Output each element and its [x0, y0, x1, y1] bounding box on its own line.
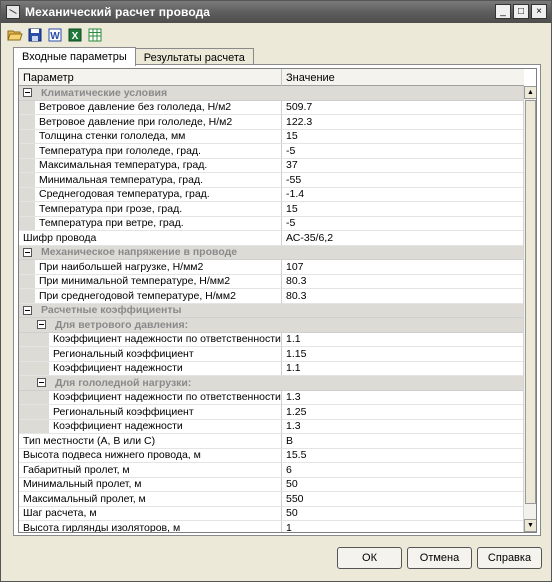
property-row[interactable]	[19, 231, 524, 246]
property-label: Тип местности (А, В или С)	[23, 434, 156, 447]
property-name-cell[interactable]	[19, 260, 282, 275]
property-name-cell[interactable]	[19, 434, 282, 449]
property-value-cell[interactable]: 6	[282, 463, 524, 478]
property-name-cell[interactable]	[19, 420, 282, 435]
property-value-cell[interactable]: 509.7	[282, 101, 524, 116]
property-label: Коэффициент надежности по ответственности	[53, 391, 281, 404]
property-value-cell[interactable]: 15	[282, 202, 524, 217]
property-label: Минимальная температура, град.	[39, 173, 204, 186]
property-label: Среднегодовая температура, град.	[39, 188, 210, 201]
property-name-cell[interactable]	[19, 159, 282, 174]
indent-gutter	[19, 159, 35, 173]
indent-gutter	[19, 362, 49, 376]
category-label: Для ветрового давления:	[55, 318, 189, 331]
property-label: При наибольшей нагрузке, Н/мм2	[39, 260, 204, 273]
indent-gutter	[19, 144, 35, 158]
property-value-cell[interactable]: 1.1	[282, 333, 524, 348]
property-name-cell[interactable]	[19, 507, 282, 522]
property-value-cell[interactable]: -5	[282, 217, 524, 232]
title-bar[interactable]	[1, 1, 551, 23]
category-label: Механическое напряжение в проводе	[41, 246, 238, 259]
property-row[interactable]	[19, 434, 524, 449]
collapse-icon[interactable]	[23, 306, 32, 315]
property-row[interactable]	[19, 449, 524, 464]
scroll-up-button[interactable]: ▲	[524, 86, 537, 99]
property-value-cell[interactable]: 1.25	[282, 405, 524, 420]
collapse-icon[interactable]	[37, 320, 46, 329]
category-row[interactable]	[19, 376, 524, 391]
svg-text:W: W	[50, 31, 60, 42]
indent-gutter	[19, 376, 33, 390]
grid-rows	[19, 86, 524, 533]
window-title: Механический расчет провода	[25, 5, 211, 19]
property-row[interactable]	[19, 478, 524, 493]
property-label: Температура при ветре, град.	[39, 217, 184, 230]
property-label: При минимальной температуре, Н/мм2	[39, 275, 231, 288]
property-name-cell[interactable]	[19, 478, 282, 493]
property-name-cell[interactable]	[19, 101, 282, 116]
property-label: Коэффициент надежности	[53, 362, 183, 375]
property-grid	[18, 68, 537, 533]
property-label: Ветровое давление без гололеда, Н/м2	[39, 101, 232, 114]
property-row[interactable]	[19, 507, 524, 522]
property-label: Коэффициент надежности	[53, 420, 183, 433]
property-row[interactable]	[19, 144, 524, 159]
property-value-cell[interactable]: 1.3	[282, 420, 524, 435]
vertical-scrollbar[interactable]	[523, 86, 536, 532]
indent-gutter	[19, 347, 49, 361]
property-name-cell[interactable]	[19, 115, 282, 130]
property-name-cell[interactable]	[19, 405, 282, 420]
category-label: Расчетные коэффициенты	[41, 304, 182, 317]
property-name-cell[interactable]	[19, 130, 282, 145]
property-row[interactable]	[19, 521, 524, 533]
indent-gutter	[19, 115, 35, 129]
property-row[interactable]	[19, 188, 524, 203]
category-row[interactable]	[19, 86, 524, 101]
indent-gutter	[19, 318, 33, 332]
indent-gutter	[19, 101, 35, 115]
property-label: Максимальный пролет, м	[23, 492, 146, 505]
category-label: Климатические условия	[41, 86, 168, 99]
property-row[interactable]	[19, 333, 524, 348]
ok-button[interactable]: ОК	[337, 547, 402, 569]
open-folder-icon[interactable]	[7, 27, 23, 43]
tab-strip	[13, 47, 254, 65]
property-label: Габаритный пролет, м	[23, 463, 130, 476]
close-button[interactable]: ×	[531, 4, 547, 19]
property-row[interactable]	[19, 405, 524, 420]
property-value-cell[interactable]: 80.3	[282, 275, 524, 290]
property-row[interactable]	[19, 492, 524, 507]
property-label: Толщина стенки гололеда, мм	[39, 130, 186, 143]
property-value-cell[interactable]: 50	[282, 507, 524, 522]
property-label: Минимальный пролет, м	[23, 478, 142, 491]
property-value-cell[interactable]: 1.15	[282, 347, 524, 362]
property-name-cell[interactable]	[19, 217, 282, 232]
property-row[interactable]	[19, 275, 524, 290]
property-name-cell[interactable]	[19, 246, 524, 261]
indent-gutter	[19, 391, 49, 405]
property-row[interactable]	[19, 289, 524, 304]
indent-gutter	[19, 130, 35, 144]
property-row[interactable]	[19, 173, 524, 188]
property-row[interactable]	[19, 130, 524, 145]
property-name-cell[interactable]	[19, 289, 282, 304]
cancel-button[interactable]: Отмена	[407, 547, 472, 569]
indent-gutter	[19, 333, 49, 347]
tab-results[interactable]: Результаты расчета	[135, 48, 254, 66]
property-name-cell[interactable]	[19, 347, 282, 362]
help-button[interactable]: Справка	[477, 547, 542, 569]
indent-gutter	[19, 260, 35, 274]
property-name-cell[interactable]	[19, 304, 524, 319]
toolbar	[7, 27, 103, 45]
property-row[interactable]	[19, 463, 524, 478]
property-label: Шифр провода	[23, 231, 97, 244]
maximize-button[interactable]: □	[513, 4, 529, 19]
collapse-icon[interactable]	[23, 88, 32, 97]
indent-gutter	[19, 275, 35, 289]
indent-gutter	[19, 405, 49, 419]
category-label: Для гололедной нагрузки:	[55, 376, 192, 389]
indent-gutter	[19, 188, 35, 202]
property-value-cell[interactable]: 107	[282, 260, 524, 275]
property-row[interactable]	[19, 420, 524, 435]
property-name-cell[interactable]	[19, 202, 282, 217]
property-row[interactable]	[19, 101, 524, 116]
word-icon[interactable]	[47, 27, 63, 43]
property-value-cell[interactable]: 50	[282, 478, 524, 493]
property-row[interactable]	[19, 362, 524, 377]
property-row[interactable]	[19, 347, 524, 362]
property-value-cell[interactable]: 1	[282, 521, 524, 533]
tab-input-params[interactable]: Входные параметры	[13, 47, 136, 66]
property-value-cell[interactable]: 15.5	[282, 449, 524, 464]
property-value-cell[interactable]: -5	[282, 144, 524, 159]
property-value-cell[interactable]: В	[282, 434, 524, 449]
property-value-cell[interactable]: -1.4	[282, 188, 524, 203]
property-name-cell[interactable]	[19, 144, 282, 159]
grid-header	[19, 69, 524, 86]
property-row[interactable]	[19, 202, 524, 217]
property-label: Региональный коэффициент	[53, 405, 194, 418]
column-header-value[interactable]: Значение	[286, 71, 335, 84]
app-icon	[6, 5, 20, 19]
property-row[interactable]	[19, 115, 524, 130]
excel-icon[interactable]	[67, 27, 83, 43]
property-value-cell[interactable]: 80.3	[282, 289, 524, 304]
property-name-cell[interactable]	[19, 333, 282, 348]
property-row[interactable]	[19, 217, 524, 232]
property-name-cell[interactable]	[19, 231, 282, 246]
indent-gutter	[19, 217, 35, 231]
property-name-cell[interactable]	[19, 362, 282, 377]
property-value-cell[interactable]: -55	[282, 173, 524, 188]
property-label: Региональный коэффициент	[53, 347, 194, 360]
indent-gutter	[19, 420, 49, 434]
property-label: Коэффициент надежности по ответственности	[53, 333, 281, 346]
property-name-cell[interactable]	[19, 463, 282, 478]
property-value-cell[interactable]: 1.3	[282, 391, 524, 406]
property-name-cell[interactable]	[19, 376, 524, 391]
minimize-button[interactable]: _	[495, 4, 511, 19]
property-name-cell[interactable]	[19, 318, 524, 333]
property-label: Температура при грозе, град.	[39, 202, 183, 215]
indent-gutter	[19, 202, 35, 216]
scroll-thumb[interactable]	[525, 100, 536, 504]
property-name-cell[interactable]	[19, 86, 524, 101]
property-name-cell[interactable]	[19, 449, 282, 464]
category-row[interactable]	[19, 304, 524, 319]
property-name-cell[interactable]	[19, 492, 282, 507]
property-value-cell[interactable]: АС-35/6,2	[282, 231, 524, 246]
svg-text:X: X	[71, 31, 79, 42]
collapse-icon[interactable]	[37, 378, 46, 387]
scroll-down-button[interactable]: ▼	[524, 519, 537, 532]
property-label: Температура при гололеде, град.	[39, 144, 201, 157]
property-name-cell[interactable]	[19, 521, 282, 533]
collapse-icon[interactable]	[23, 248, 32, 257]
property-label: Шаг расчета, м	[23, 507, 97, 520]
property-name-cell[interactable]	[19, 173, 282, 188]
property-value-cell[interactable]: 1.1	[282, 362, 524, 377]
table-icon[interactable]	[87, 27, 103, 43]
property-label: Ветровое давление при гололеде, Н/м2	[39, 115, 233, 128]
property-label: Максимальная температура, град.	[39, 159, 208, 172]
property-name-cell[interactable]	[19, 188, 282, 203]
property-row[interactable]	[19, 159, 524, 174]
category-row[interactable]	[19, 246, 524, 261]
property-name-cell[interactable]	[19, 275, 282, 290]
property-value-cell[interactable]: 550	[282, 492, 524, 507]
save-icon[interactable]	[27, 27, 43, 43]
property-label: При среднегодовой температуре, Н/мм2	[39, 289, 236, 302]
tab-panel	[13, 64, 541, 536]
column-header-param[interactable]: Параметр	[19, 69, 282, 86]
property-value-cell[interactable]: 122.3	[282, 115, 524, 130]
property-value-cell[interactable]: 15	[282, 130, 524, 145]
category-row[interactable]	[19, 318, 524, 333]
property-label: Высота гирлянды изоляторов, м	[23, 521, 181, 533]
property-name-cell[interactable]	[19, 391, 282, 406]
indent-gutter	[19, 289, 35, 303]
property-value-cell[interactable]: 37	[282, 159, 524, 174]
indent-gutter	[19, 173, 35, 187]
property-label: Высота подвеса нижнего провода, м	[23, 449, 201, 462]
property-row[interactable]	[19, 260, 524, 275]
property-row[interactable]	[19, 391, 524, 406]
